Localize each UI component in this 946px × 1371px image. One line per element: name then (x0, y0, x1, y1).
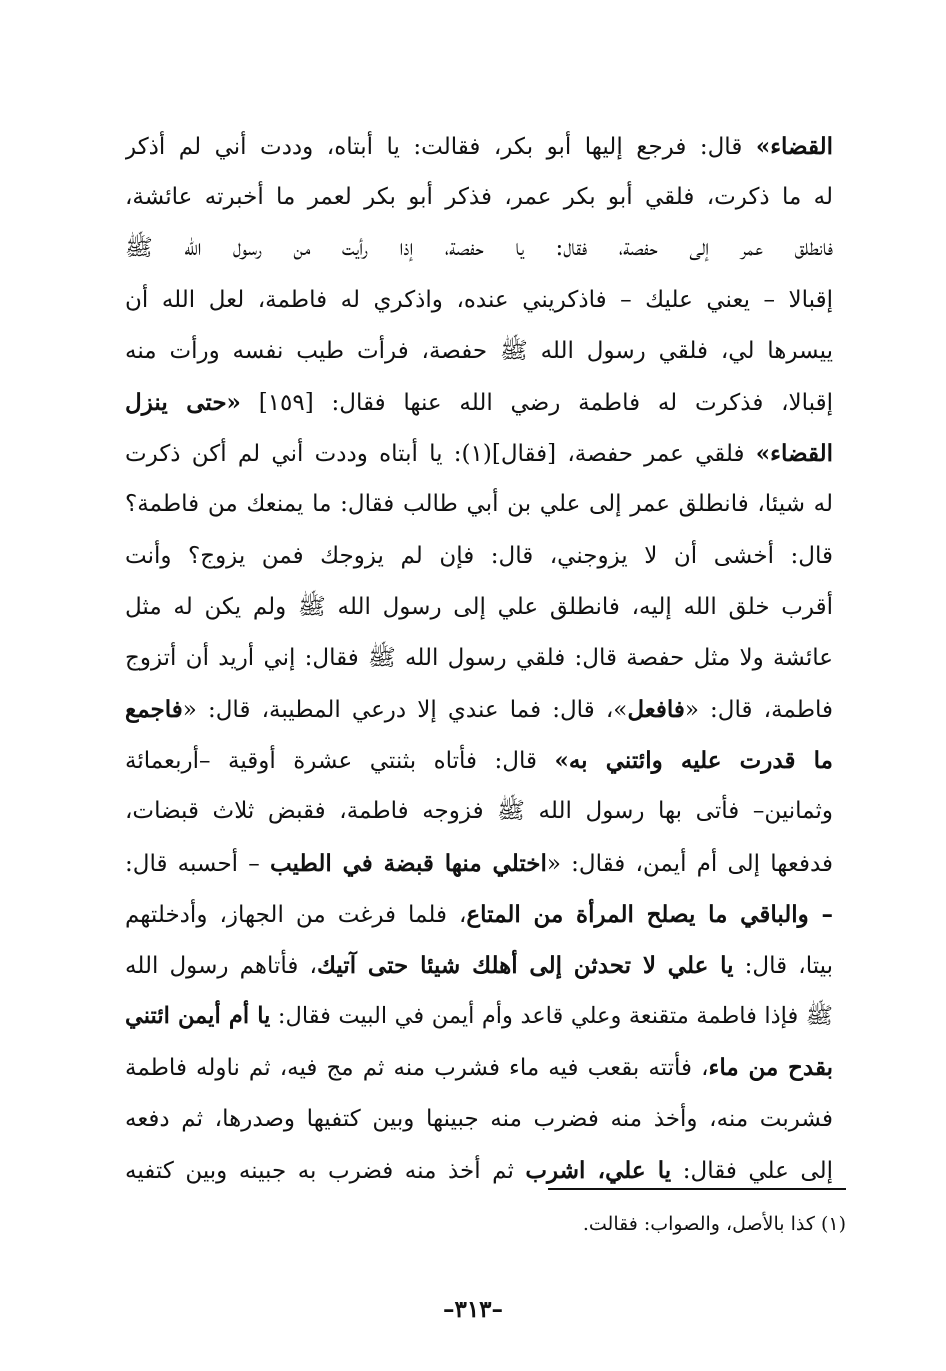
text-line (125, 282, 833, 333)
text-segment: ثم أخذ منه فضرب به جبينه وبين كتفيه (125, 1157, 526, 1184)
text-segment: إقبالا – يعني عليك – فاذكريني عنده، واذكري له فاطمة، لعل الله أن (125, 286, 833, 313)
text-line (125, 1049, 833, 1100)
text-segment: فدفعها إلى أم أيمن، فقال: « (546, 850, 833, 877)
text-segment: فشربت منه، وأخذ منه فضرب منه جبينها وبين كتفيها وصدرها، ثم دفعه (125, 1105, 833, 1132)
text-segment: قال: فرجع إليها أبو بكر، فقالت: يا أبتاه، وددت أني لم أذكر (125, 134, 756, 160)
text-segment: فاطمة، قال: « (684, 697, 833, 724)
text-segment: وثمانين– فأتى بها رسول الله ﷺ فزوجه فاطمة، فقبض ثلاث قبضات، (125, 798, 833, 825)
text-segment: بيتا، قال: (733, 953, 833, 979)
bold-text-segment: يا أم أيمن ائتني (125, 1003, 271, 1030)
text-line (125, 486, 833, 537)
text-segment: إقبالا، فذكرت له فاطمة رضي الله عنها فقال: [١٥٩] (240, 389, 833, 416)
text-line (125, 947, 833, 998)
footnote: (١) كذا بالأصل، والصواب: فقالت. (582, 1213, 846, 1235)
text-segment: له ما ذكرت، فلقي أبو بكر عمر، فذكر أبو بكر لعمر ما أخبرته عائشة، (125, 184, 833, 211)
text-line (125, 333, 833, 384)
text-segment: قال: أخشى أن لا يزوجني، قال: فإن لم يزوجك فمن يزوج؟ وأنت (125, 542, 833, 569)
text-segment: ﷺ فإذا فاطمة متقنعة وعلي قاعد وأم أيمن في البيت فقال: (270, 1003, 833, 1030)
text-line (125, 1101, 833, 1152)
bold-text-segment: القضاء» (755, 440, 833, 468)
bold-text-segment: يا علي، اشرب (525, 1156, 672, 1184)
text-segment: ييسرها لي، فلقي رسول الله ﷺ حفصة، فرأت طيب نفسه ورأت منه (125, 337, 833, 364)
bold-text-segment: يا علي لا تحدثن إلى أهلك شيئا حتى آتيك (316, 952, 734, 979)
bold-text-segment: اختلي منها قبضة في الطيب (269, 849, 547, 877)
text-line (125, 538, 833, 589)
text-segment: ، فلما فرغت من الجهاز، وأدخلتهم (125, 901, 467, 928)
text-segment: إلى علي فقال: (671, 1157, 833, 1184)
text-line (125, 998, 833, 1049)
text-segment: له شيئا، فانطلق عمر إلى علي بن أبي طالب فقال: ما يمنعك من فاطمة؟ (125, 491, 833, 518)
text-line (125, 1152, 833, 1203)
page-number: –٣١٣– (442, 1296, 504, 1323)
bold-text-segment: القضاء» (755, 133, 833, 160)
text-segment: قال: فأتاه بثنتي عشرة أوقية –أربعمائة (125, 748, 555, 775)
bold-text-segment: – والباقي ما يصلح المرأة من المتاع (466, 900, 833, 928)
text-line (125, 230, 833, 281)
text-line (125, 691, 833, 742)
text-segment: »، قال: فما عندي إلا درعي المطيبة، قال: « (182, 697, 628, 724)
bold-text-segment: فافعل (627, 696, 685, 724)
text-line (125, 589, 833, 640)
text-segment: ، فأتته بقعب فيه ماء فشرب منه ثم مج فيه، ثم ناوله فاطمة (125, 1055, 709, 1082)
text-line (125, 128, 833, 179)
footnote-separator (548, 1188, 846, 1190)
main-text-body (125, 128, 833, 1203)
text-segment: فلقي عمر حفصة، [فقال](١): يا أبتاه وددت أني لم أكن ذكرت (125, 441, 756, 468)
text-line (125, 435, 833, 486)
text-segment: فانطلق عمر إلى حفصة، فقال: يا حفصة، إذا رأيت من رسول الله ﷺ (125, 235, 833, 262)
text-line (125, 793, 833, 844)
bold-text-segment: بقدح من ماء (708, 1054, 833, 1082)
text-segment: عائشة ولا مثل حفصة قال: فلقي رسول الله ﷺ فقال: إني أريد أن أتزوج (125, 644, 833, 671)
text-line (125, 845, 833, 896)
text-line (125, 384, 833, 435)
bold-text-segment: «حتى ينزل (125, 388, 241, 416)
text-segment: – أحسبه قال: (125, 850, 270, 877)
text-segment: ، فأتاهم رسول الله (125, 953, 317, 979)
text-line (125, 742, 833, 793)
bold-text-segment: فاجمع (125, 696, 183, 724)
bold-text-segment: ما قدرت عليه وائتني به» (554, 747, 833, 775)
text-line (125, 640, 833, 691)
text-line (125, 179, 833, 230)
text-line (125, 896, 833, 947)
text-segment: أقرب خلق الله إليه، فانطلق علي إلى رسول الله ﷺ ولم يكن له مثل (125, 593, 833, 620)
